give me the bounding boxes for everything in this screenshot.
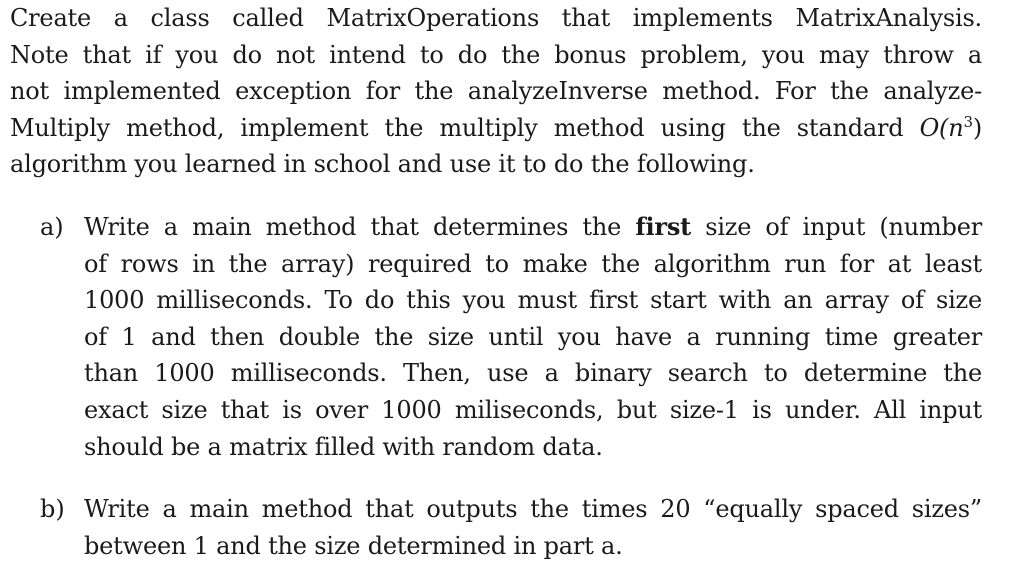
big-o-notation: O(n <box>919 113 964 142</box>
part-a-line-1-pre: Write a main method that determines the <box>84 212 636 241</box>
part-a-line-4: of 1 and then double the size until you have a running time greater <box>84 322 982 351</box>
part-a-line-2: of rows in the array) required to make the algorithm run for at least <box>84 249 982 278</box>
intro-line-5: algorithm you learned in school and use it to do the following. <box>10 150 755 179</box>
part-a-line-5: than 1000 milliseconds. Then, use a binary search to determine the <box>84 359 982 388</box>
part-b-line-2: between 1 and the size determined in part a. <box>84 531 623 560</box>
big-o-close-paren: ) <box>972 113 982 142</box>
emphasis-first: first <box>635 211 692 241</box>
intro-line-2: Note that if you do not intend to do the bonus problem, you may throw a <box>10 40 982 69</box>
list-item-part-a <box>10 209 982 465</box>
intro-paragraph <box>10 0 982 183</box>
intro-line-4 <box>10 110 982 147</box>
exponent: 3 <box>963 112 973 131</box>
part-a-line-7: should be a matrix filled with random data. <box>84 432 603 461</box>
intro-line-1: Create a class called MatrixOperations that implements MatrixAnalysis. <box>10 4 982 32</box>
part-a-line-1-post: size of input (number <box>691 212 982 241</box>
list-item-part-b <box>10 491 982 564</box>
document-body <box>10 0 982 564</box>
part-b-line-1: Write a main method that outputs the times 20 “equally spaced sizes” <box>84 495 982 524</box>
part-a-line-6: exact size that is over 1000 miliseconds, but size-1 is under. All input <box>84 395 982 424</box>
list-marker-b: b) <box>40 495 65 524</box>
part-a-line-3: 1000 milliseconds. To do this you must first start with an array of size <box>84 286 982 315</box>
intro-line-3: not implemented exception for the analyzeInverse method. For the analyze- <box>10 77 982 106</box>
intro-line-4-text: Multiply method, implement the multiply method using the standard <box>10 113 920 142</box>
list-marker-a: a) <box>40 212 64 241</box>
part-a-line-1 <box>84 209 982 246</box>
